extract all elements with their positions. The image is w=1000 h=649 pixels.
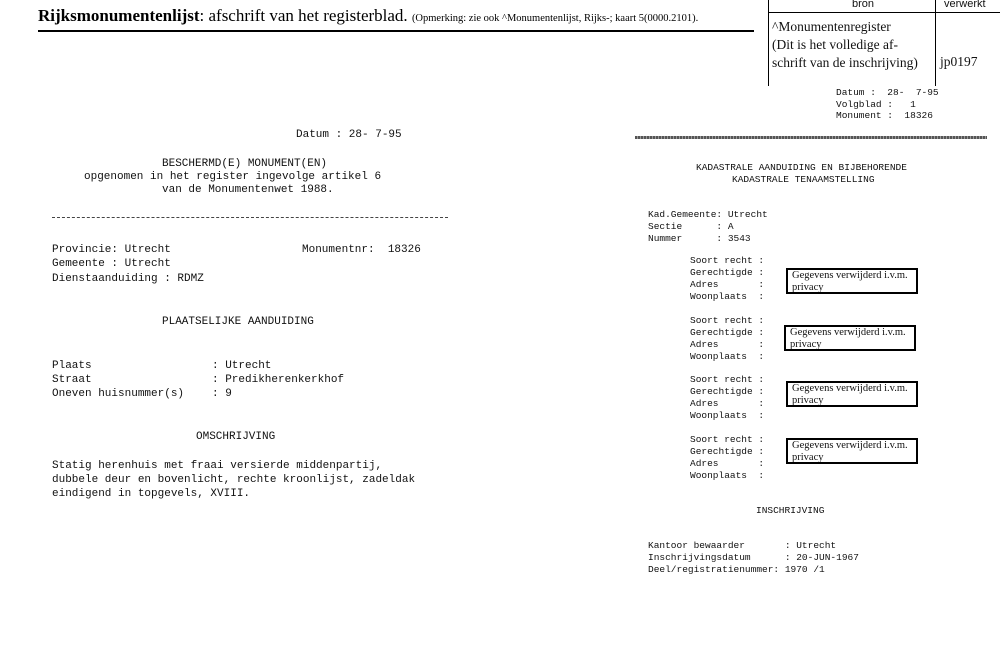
page-title [38, 6, 698, 26]
privacy-box: Gegevens verwijderd i.v.m. privacy [786, 438, 918, 464]
source-code: jp0197 [940, 54, 978, 69]
source-line: schrift van de inschrijving) [772, 55, 918, 70]
omschrijving-line-2: dubbele deur en bovenlicht, rechte kroonlijst, zadeldak [52, 474, 416, 486]
sectie: Sectie : A [648, 221, 734, 232]
soort-recht-label: Soort recht : [690, 434, 765, 445]
adres-label: Adres : [690, 339, 765, 350]
privacy-box: Gegevens verwijderd i.v.m. privacy [786, 381, 918, 407]
huisnr-value: : 9 [212, 388, 232, 400]
omschrijving-line-1: Statig herenhuis met fraai versierde middenpartij, [52, 460, 383, 472]
source-line: (Dit is het volledige af- [772, 37, 898, 52]
deel-registratienummer: Deel/registratienummer: 1970 /1 [648, 564, 825, 575]
right-rule [635, 136, 987, 139]
monumentnr-text: Monumentnr: 18326 [302, 244, 421, 256]
plaats-value: : Utrecht [212, 360, 272, 372]
header-rule [38, 30, 754, 32]
kad-gemeente: Kad.Gemeente: Utrecht [648, 209, 768, 220]
title-bold: Rijksmonumentenlijst [38, 6, 200, 25]
title-rest: : afschrift van het registerblad. [199, 6, 408, 25]
woonplaats-label: Woonplaats : [690, 351, 765, 362]
right-heading-line-1: KADASTRALE AANDUIDING EN BIJBEHORENDE [696, 162, 907, 173]
soort-recht-label: Soort recht : [690, 315, 765, 326]
privacy-box: Gegevens verwijderd i.v.m. privacy [786, 268, 918, 294]
left-dashed-rule [52, 217, 448, 218]
omschrijving-line-3: eindigend in topgevels, XVIII. [52, 488, 251, 500]
huisnr-label: Oneven huisnummer(s) [52, 388, 185, 400]
soort-recht-label: Soort recht : [690, 255, 765, 266]
inschrijving-heading: INSCHRIJVING [756, 505, 825, 516]
woonplaats-label: Woonplaats : [690, 410, 765, 421]
provincie-text: Provincie: Utrecht [52, 244, 171, 256]
adres-label: Adres : [690, 279, 765, 290]
soort-recht-label: Soort recht : [690, 374, 765, 385]
woonplaats-label: Woonplaats : [690, 291, 765, 302]
source-col-verwerkt: verwerkt [944, 0, 986, 10]
right-heading-line-2: KADASTRALE TENAAMSTELLING [732, 174, 875, 185]
plaatselijke-heading: PLAATSELIJKE AANDUIDING [162, 316, 314, 328]
straat-label: Straat [52, 374, 92, 386]
source-box-header-line [768, 12, 1000, 13]
gemeente-text: Gemeente : Utrecht [52, 258, 171, 270]
source-line: ^Monumentenregister [772, 19, 891, 34]
gerechtigde-label: Gerechtigde : [690, 386, 765, 397]
omschrijving-heading: OMSCHRIJVING [196, 431, 276, 443]
privacy-box: Gegevens verwijderd i.v.m. privacy [784, 325, 916, 351]
kantoor-bewaarder: Kantoor bewaarder : Utrecht [648, 540, 837, 551]
straat-value: : Predikherenkerkhof [212, 374, 345, 386]
dienstaanduiding-text: Dienstaanduiding : RDMZ [52, 273, 204, 285]
left-heading-line-3: van de Monumentenwet 1988. [162, 184, 334, 196]
left-heading-line-1: BESCHERMD(E) MONUMENT(EN) [162, 158, 328, 170]
adres-label: Adres : [690, 458, 765, 469]
woonplaats-label: Woonplaats : [690, 470, 765, 481]
inschrijvingsdatum: Inschrijvingsdatum : 20-JUN-1967 [648, 552, 859, 563]
left-datum: Datum : 28- 7-95 [296, 129, 402, 141]
plaats-label: Plaats [52, 360, 92, 372]
meta-datum: Datum : 28- 7-95 [836, 87, 939, 98]
meta-block [836, 87, 939, 122]
meta-monument: Monument : 18326 [836, 110, 933, 121]
source-col-bron: bron [852, 0, 875, 10]
gerechtigde-label: Gerechtigde : [690, 446, 765, 457]
gerechtigde-label: Gerechtigde : [690, 267, 765, 278]
gerechtigde-label: Gerechtigde : [690, 327, 765, 338]
nummer: Nummer : 3543 [648, 233, 751, 244]
adres-label: Adres : [690, 398, 765, 409]
left-heading-line-2: opgenomen in het register ingevolge artikel 6 [84, 171, 382, 183]
meta-volgblad: Volgblad : 1 [836, 98, 916, 110]
remark-text: (Opmerking: zie ook ^Monumentenlijst, Rijks-; kaart 5(0000.2101). [411, 13, 699, 24]
source-text [772, 18, 918, 72]
